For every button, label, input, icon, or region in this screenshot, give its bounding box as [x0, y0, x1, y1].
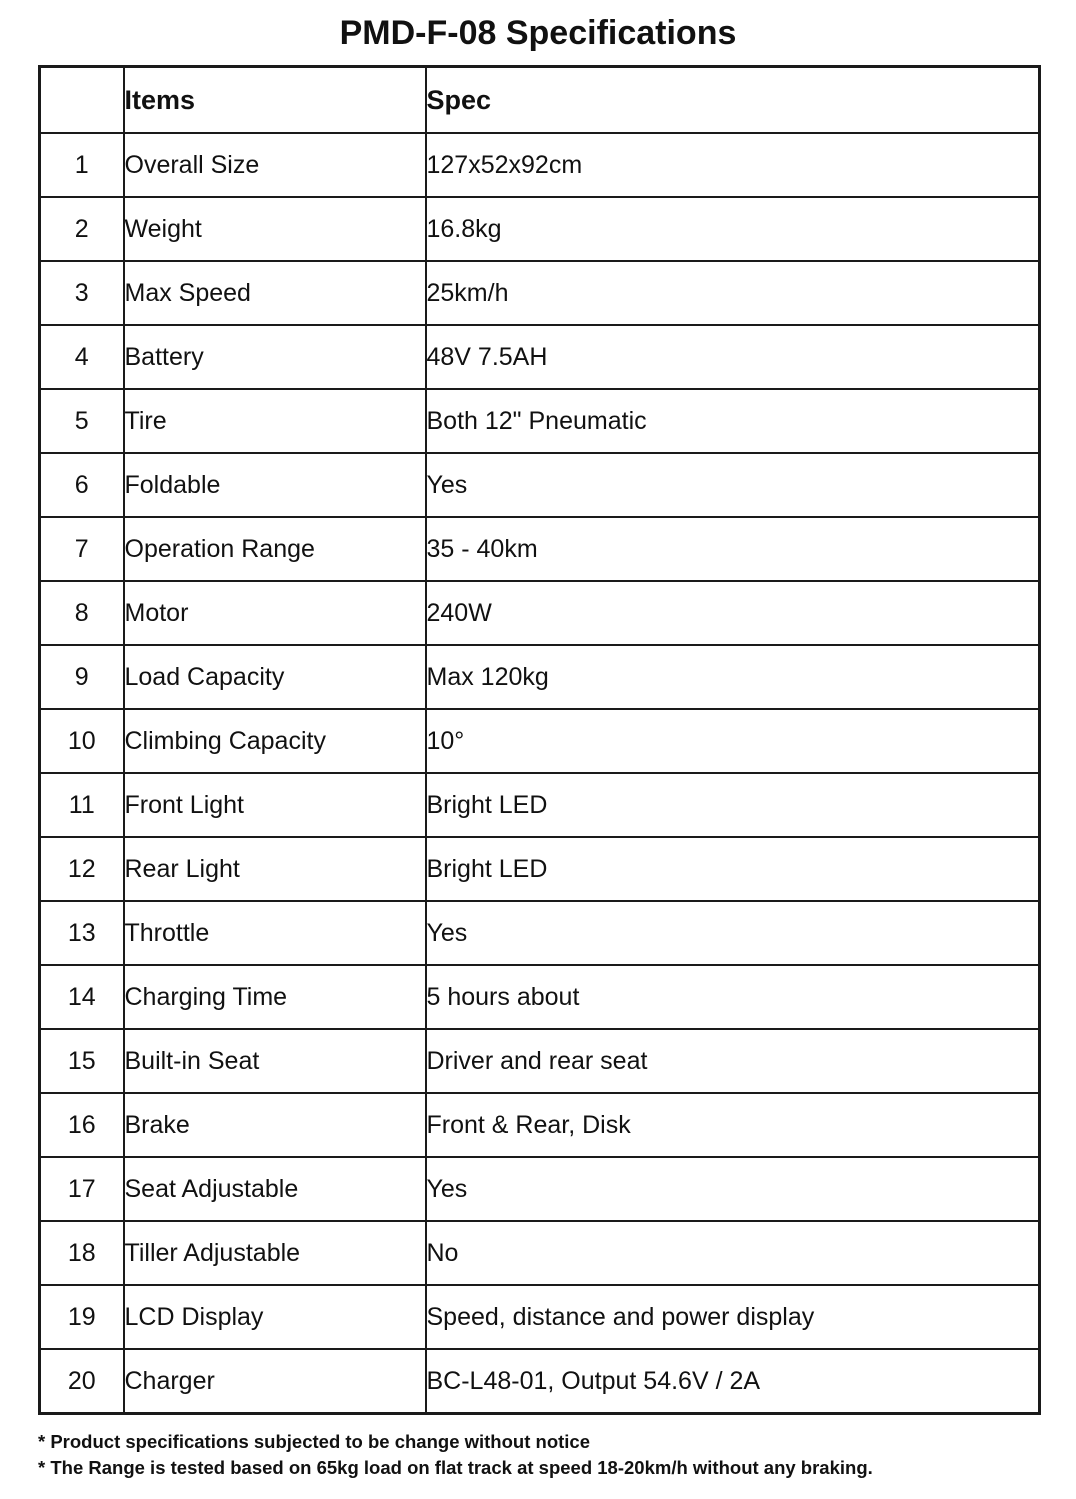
row-item-label: Seat Adjustable [124, 1157, 426, 1221]
row-spec-value: 25km/h [426, 261, 1040, 325]
table-row [40, 133, 1040, 197]
row-item-label: Throttle [124, 901, 426, 965]
table-body [40, 133, 1040, 1414]
row-number: 5 [40, 389, 124, 453]
column-header-spec: Spec [426, 67, 1040, 134]
row-item-label: Climbing Capacity [124, 709, 426, 773]
row-number: 15 [40, 1029, 124, 1093]
row-spec-value: BC-L48-01, Output 54.6V / 2A [426, 1349, 1040, 1414]
row-number: 10 [40, 709, 124, 773]
row-number: 8 [40, 581, 124, 645]
table-row [40, 1157, 1040, 1221]
table-row [40, 389, 1040, 453]
row-spec-value: Front & Rear, Disk [426, 1093, 1040, 1157]
row-item-label: Weight [124, 197, 426, 261]
row-spec-value: 10° [426, 709, 1040, 773]
row-spec-value: 16.8kg [426, 197, 1040, 261]
table-row [40, 901, 1040, 965]
table-row [40, 325, 1040, 389]
row-number: 6 [40, 453, 124, 517]
row-number: 16 [40, 1093, 124, 1157]
row-spec-value: No [426, 1221, 1040, 1285]
row-item-label: Built-in Seat [124, 1029, 426, 1093]
row-number: 17 [40, 1157, 124, 1221]
footnote-2: * The Range is tested based on 65kg load on flat track at speed 18-20km/h without any braking. [38, 1457, 873, 1479]
row-item-label: Max Speed [124, 261, 426, 325]
row-spec-value: Bright LED [426, 837, 1040, 901]
row-spec-value: Yes [426, 1157, 1040, 1221]
column-header-items: Items [124, 67, 426, 134]
row-number: 1 [40, 133, 124, 197]
row-item-label: Overall Size [124, 133, 426, 197]
table-row [40, 1093, 1040, 1157]
row-number: 14 [40, 965, 124, 1029]
row-number: 20 [40, 1349, 124, 1414]
table-row [40, 1285, 1040, 1349]
row-spec-value: Speed, distance and power display [426, 1285, 1040, 1349]
footnote-1: * Product specifications subjected to be change without notice [38, 1431, 590, 1452]
row-spec-value: 240W [426, 581, 1040, 645]
row-number: 12 [40, 837, 124, 901]
table-row [40, 837, 1040, 901]
row-number: 7 [40, 517, 124, 581]
row-spec-value: Max 120kg [426, 645, 1040, 709]
row-item-label: Tire [124, 389, 426, 453]
column-header-number [40, 67, 124, 134]
table-row [40, 1221, 1040, 1285]
row-spec-value: Bright LED [426, 773, 1040, 837]
row-spec-value: Yes [426, 453, 1040, 517]
page-title: PMD-F-08 Specifications [339, 14, 737, 52]
table-row [40, 965, 1040, 1029]
row-spec-value: 48V 7.5AH [426, 325, 1040, 389]
row-spec-value: Driver and rear seat [426, 1029, 1040, 1093]
table-row [40, 197, 1040, 261]
row-item-label: Charging Time [124, 965, 426, 1029]
row-spec-value: 127x52x92cm [426, 133, 1040, 197]
row-number: 18 [40, 1221, 124, 1285]
table-row [40, 453, 1040, 517]
table-header-row [40, 67, 1040, 134]
row-number: 19 [40, 1285, 124, 1349]
row-number: 4 [40, 325, 124, 389]
row-spec-value: Both 12" Pneumatic [426, 389, 1040, 453]
row-spec-value: 35 - 40km [426, 517, 1040, 581]
table-row [40, 517, 1040, 581]
footnotes [38, 1429, 1038, 1482]
row-number: 13 [40, 901, 124, 965]
table-header [40, 67, 1040, 134]
row-number: 11 [40, 773, 124, 837]
row-item-label: Charger [124, 1349, 426, 1414]
row-item-label: Load Capacity [124, 645, 426, 709]
row-number: 9 [40, 645, 124, 709]
row-item-label: Battery [124, 325, 426, 389]
table-row [40, 645, 1040, 709]
row-number: 3 [40, 261, 124, 325]
row-item-label: Front Light [124, 773, 426, 837]
row-item-label: Operation Range [124, 517, 426, 581]
row-item-label: LCD Display [124, 1285, 426, 1349]
row-number: 2 [40, 197, 124, 261]
specifications-table [38, 65, 1041, 1415]
table-row [40, 261, 1040, 325]
row-item-label: Motor [124, 581, 426, 645]
row-item-label: Tiller Adjustable [124, 1221, 426, 1285]
table-row [40, 709, 1040, 773]
table-row [40, 773, 1040, 837]
table-row [40, 1349, 1040, 1414]
row-item-label: Brake [124, 1093, 426, 1157]
row-item-label: Foldable [124, 453, 426, 517]
row-item-label: Rear Light [124, 837, 426, 901]
row-spec-value: 5 hours about [426, 965, 1040, 1029]
table-row [40, 1029, 1040, 1093]
table-row [40, 581, 1040, 645]
row-spec-value: Yes [426, 901, 1040, 965]
